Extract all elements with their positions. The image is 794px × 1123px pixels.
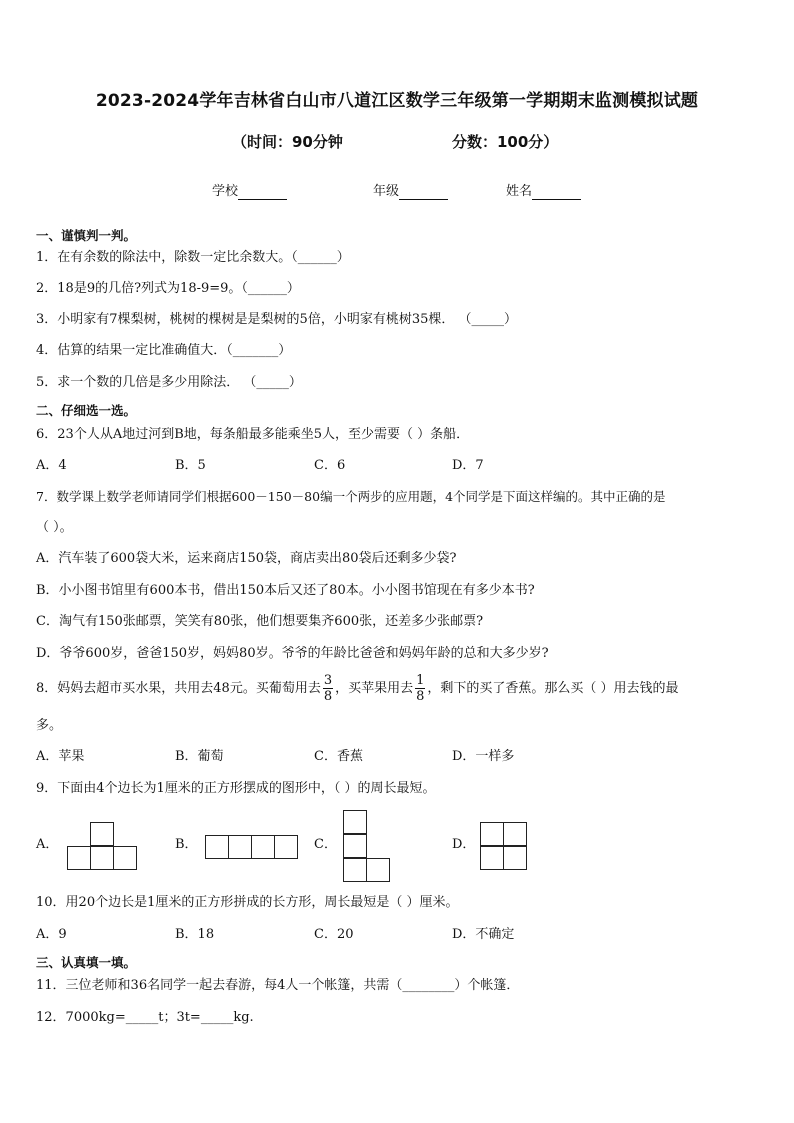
square [113, 846, 137, 870]
fraction-1-8-denominator: 8 [416, 689, 425, 704]
q8-option-a: A．苹果 [36, 749, 85, 764]
q8-text-a: 8．妈妈去超市买水果，共用去48元。买葡萄用去 [36, 681, 321, 696]
q10-option-c: C．20 [314, 927, 354, 942]
grade-field [373, 180, 448, 200]
square [503, 846, 527, 870]
square [503, 822, 527, 846]
square [67, 846, 91, 870]
q9-figure-d [480, 822, 528, 871]
q6-option-d: D．7 [452, 458, 484, 473]
fraction-1-8 [415, 673, 425, 704]
name-field [506, 180, 581, 200]
q6-option-b: B．5 [175, 458, 206, 473]
q10-option-a: A．9 [36, 927, 67, 942]
school-label: 学校 [212, 184, 239, 199]
page-title: 2023-2024学年吉林省白山市八道江区数学三年级第一学期期末监测模拟试题 [95, 91, 699, 111]
square [251, 835, 275, 859]
q9-figure-c [343, 810, 391, 883]
school-blank [238, 184, 287, 200]
question-4: 4．估算的结果一定比准确值大．（_______） [36, 343, 292, 358]
question-9: 9．下面由4个边长为1厘米的正方形摆成的图形中，（ ）的周长最短。 [36, 781, 436, 796]
question-1: 1．在有余数的除法中，除数一定比余数大。（______） [36, 250, 350, 265]
square [480, 846, 504, 870]
square [90, 822, 114, 846]
question-8-line2: 多。 [36, 718, 63, 733]
q8-text-c: ，剩下的买了香蕉。那么买（ ）用去钱的最 [427, 681, 679, 696]
q7-option-a: A．汽车装了600袋大米，运来商店150袋，商店卖出80袋后还剩多少袋? [36, 551, 457, 566]
square [274, 835, 298, 859]
square [343, 834, 367, 858]
q7-option-b: B．小小图书馆里有600本书，借出150本后又还了80本。小小图书馆现在有多少本书? [36, 583, 535, 598]
q7-option-c: C．淘气有150张邮票，笑笑有80张，他们想要集齐600张，还差多少张邮票? [36, 614, 484, 629]
q9-figure-a [67, 822, 139, 871]
fraction-3-8-numerator: 3 [323, 673, 333, 688]
square [205, 835, 229, 859]
exam-time: （时间：90分钟 [232, 133, 343, 151]
school-field [212, 180, 287, 200]
q9-label-b: B． [175, 837, 198, 852]
q9-label-c: C． [314, 837, 337, 852]
square [480, 822, 504, 846]
question-12: 12．7000kg=_____t；3t=_____kg. [36, 1010, 254, 1025]
fraction-3-8 [323, 673, 333, 704]
q9-label-d: D． [452, 837, 476, 852]
grade-label: 年级 [373, 184, 400, 199]
question-7: 7．数学课上数学老师请同学们根据600－150－80编一个两步的应用题，4个同学是下面这样编的。其中正确的是 [36, 489, 666, 504]
question-2: 2．18是9的几倍?列式为18-9=9。（______） [36, 281, 300, 296]
section-1-heading: 一、谨慎判一判。 [36, 228, 137, 243]
question-11: 11．三位老师和36名同学一起去春游，每4人一个帐篷，共需（________）个帐篷． [36, 978, 520, 993]
q8-option-c: C．香蕉 [314, 749, 363, 764]
q10-option-d: D．不确定 [452, 927, 515, 942]
section-2-heading: 二、仔细选一选。 [36, 403, 137, 418]
question-10: 10．用20个边长是1厘米的正方形拼成的长方形，周长最短是（ ）厘米。 [36, 895, 459, 910]
square [343, 858, 367, 882]
q9-label-a: A． [36, 837, 59, 852]
fraction-3-8-denominator: 8 [323, 689, 333, 704]
q10-option-b: B．18 [175, 927, 215, 942]
question-7-blank: （ ）。 [36, 520, 73, 535]
q6-option-a: A．4 [36, 458, 67, 473]
square [228, 835, 252, 859]
question-3: 3．小明家有7棵梨树，桃树的棵树是是梨树的5倍，小明家有桃树35棵． （_____） [36, 312, 517, 327]
square [90, 846, 114, 870]
section-3-heading: 三、认真填一填。 [36, 955, 137, 970]
name-blank [532, 184, 581, 200]
question-6: 6．23个人从A地过河到B地，每条船最多能乘坐5人，至少需要（ ）条船． [36, 427, 470, 442]
q8-text-b: ，买苹果用去 [335, 681, 414, 696]
square [343, 810, 367, 834]
q9-figure-b [205, 835, 299, 859]
exam-score: 分数：100分） [452, 133, 559, 151]
q6-option-c: C．6 [314, 458, 346, 473]
fraction-1-8-numerator: 1 [416, 673, 425, 688]
square [366, 858, 390, 882]
question-5: 5．求一个数的几倍是多少用除法． （_____） [36, 375, 302, 390]
question-8 [36, 671, 679, 707]
q8-option-d: D．一样多 [452, 749, 515, 764]
q7-option-d: D．爷爷600岁，爸爸150岁，妈妈80岁。爷爷的年龄比爸爸和妈妈年龄的总和大多少岁? [36, 646, 549, 661]
name-label: 姓名 [506, 184, 533, 199]
q8-option-b: B．葡萄 [175, 749, 224, 764]
grade-blank [399, 184, 448, 200]
